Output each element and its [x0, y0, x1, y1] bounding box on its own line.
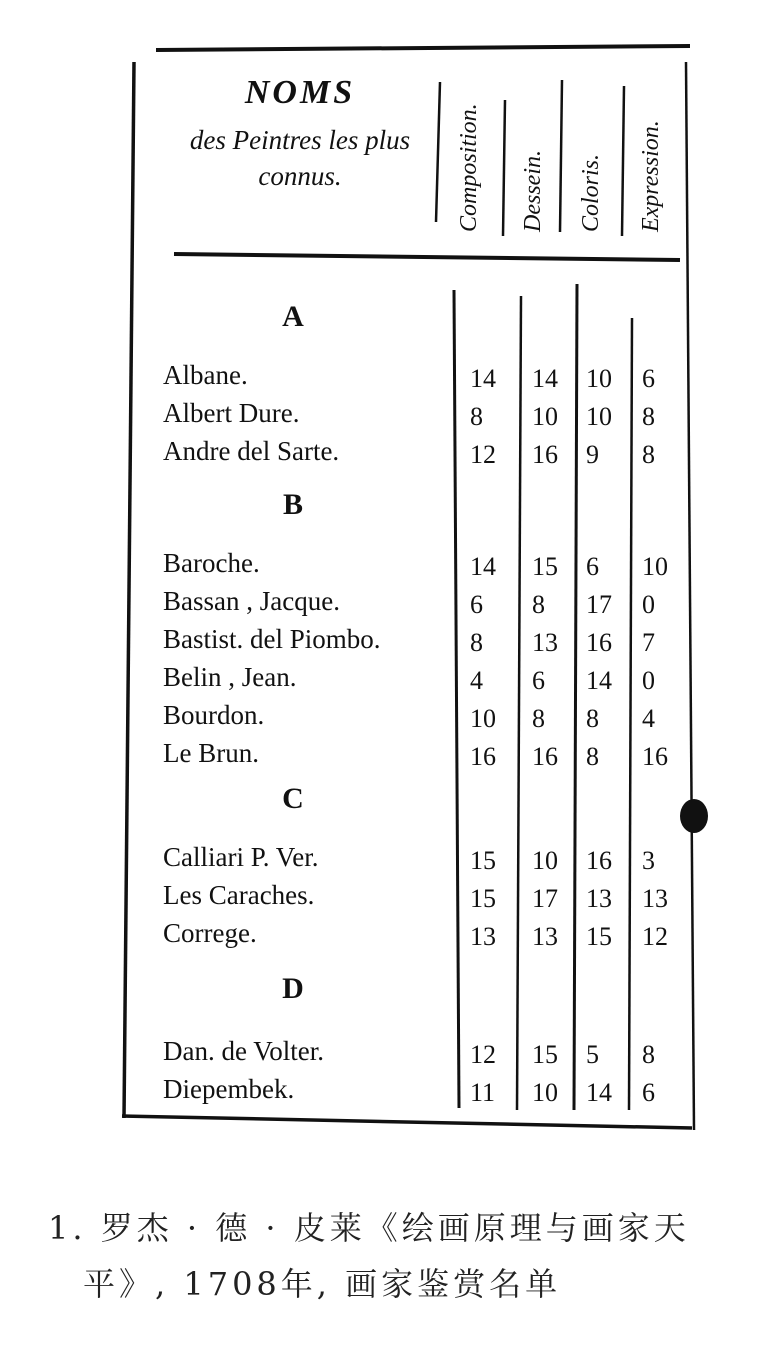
score-cell: 14 — [470, 552, 496, 581]
score-cell: 15 — [470, 846, 496, 875]
score-cell: 9 — [586, 440, 599, 469]
caption-line2: 平》, 1708年, 画家鉴赏名单 — [83, 1265, 562, 1303]
ink-blot — [680, 799, 708, 833]
header-underline — [174, 254, 680, 260]
painter-name: Albert Dure. — [163, 398, 300, 428]
score-cell: 12 — [642, 922, 668, 951]
painter-name: Les Caraches. — [163, 880, 315, 910]
score-cell: 12 — [470, 440, 496, 469]
caption-line1: 1. 罗杰 · 德 · 皮莱《绘画原理与画家天 — [48, 1209, 690, 1247]
score-cell: 6 — [642, 364, 655, 393]
score-cell: 13 — [586, 884, 612, 913]
score-cell: 12 — [470, 1040, 496, 1069]
score-cell: 6 — [532, 666, 545, 695]
score-cell: 10 — [532, 1078, 558, 1107]
score-cell: 8 — [586, 742, 599, 771]
score-cell: 14 — [532, 364, 558, 393]
score-cell: 5 — [586, 1040, 599, 1069]
score-cell: 8 — [642, 402, 655, 431]
score-cell: 16 — [586, 628, 612, 657]
score-cell: 10 — [532, 846, 558, 875]
header-subtitle-line1: des Peintres les plus — [189, 125, 411, 155]
score-cell: 16 — [532, 742, 558, 771]
painter-name: Bastist. del Piombo. — [163, 624, 381, 654]
body-divider-4 — [629, 318, 632, 1110]
score-cell: 15 — [470, 884, 496, 913]
score-cell: 6 — [470, 590, 483, 619]
score-cell: 10 — [586, 364, 612, 393]
section-letter: C — [282, 782, 304, 815]
score-cell: 14 — [586, 666, 612, 695]
colhead-dessein: Dessein. — [520, 150, 546, 232]
painter-name: Calliari P. Ver. — [163, 842, 319, 872]
score-cell: 10 — [642, 552, 668, 581]
score-cell: 0 — [642, 590, 655, 619]
score-cell: 13 — [532, 922, 558, 951]
painter-name: Albane. — [163, 360, 248, 390]
score-cell: 14 — [470, 364, 496, 393]
score-cell: 15 — [532, 1040, 558, 1069]
colhead-coloris: Coloris. — [578, 153, 604, 232]
painter-name: Correge. — [163, 918, 257, 948]
score-cell: 4 — [470, 666, 483, 695]
frame-right-rule — [686, 62, 694, 1130]
painter-name: Le Brun. — [163, 738, 259, 768]
score-cell: 8 — [642, 1040, 655, 1069]
score-cell: 10 — [586, 402, 612, 431]
score-cell: 6 — [642, 1078, 655, 1107]
painter-name: Belin , Jean. — [163, 662, 297, 692]
score-cell: 8 — [532, 590, 545, 619]
score-cell: 8 — [532, 704, 545, 733]
score-cell: 17 — [586, 590, 612, 619]
header-title: NOMS — [244, 74, 356, 111]
score-cell: 16 — [586, 846, 612, 875]
score-cell: 8 — [470, 628, 483, 657]
score-cell: 7 — [642, 628, 655, 657]
painter-name: Diepembek. — [163, 1074, 295, 1104]
colhead-expression: Expression. — [638, 120, 664, 232]
score-cell: 17 — [532, 884, 558, 913]
section-letter: B — [282, 488, 303, 521]
score-cell: 0 — [642, 666, 655, 695]
score-cell: 13 — [642, 884, 668, 913]
section-letter: A — [282, 300, 304, 333]
body-divider-1 — [454, 290, 459, 1108]
score-cell: 11 — [470, 1078, 496, 1107]
body-divider-3 — [574, 284, 577, 1110]
score-cell: 16 — [470, 742, 496, 771]
painter-name: Baroche. — [163, 548, 260, 578]
score-cell: 15 — [586, 922, 612, 951]
body-divider-2 — [517, 296, 521, 1110]
frame-top-rule — [156, 46, 690, 50]
score-cell: 13 — [532, 628, 558, 657]
header-subtitle-line2: connus. — [258, 161, 342, 191]
score-cell: 16 — [642, 742, 668, 771]
section-letter: D — [282, 972, 304, 1005]
score-cell: 8 — [470, 402, 483, 431]
score-cell: 8 — [642, 440, 655, 469]
figure-caption — [48, 1200, 690, 1312]
score-cell: 13 — [470, 922, 496, 951]
painter-name: Bassan , Jacque. — [163, 586, 340, 616]
header-divider-3 — [560, 80, 562, 232]
score-cell: 3 — [642, 846, 655, 875]
score-cell: 16 — [532, 440, 558, 469]
header-divider-2 — [503, 100, 505, 236]
header-subtitle — [150, 122, 450, 194]
score-cell: 8 — [586, 704, 599, 733]
painter-name: Dan. de Volter. — [163, 1036, 324, 1066]
score-cell: 4 — [642, 704, 655, 733]
score-cell: 10 — [470, 704, 496, 733]
painter-name: Andre del Sarte. — [163, 436, 340, 466]
score-cell: 15 — [532, 552, 558, 581]
score-cell: 14 — [586, 1078, 612, 1107]
painter-name: Bourdon. — [163, 700, 265, 730]
colhead-composition: Composition. — [456, 103, 482, 232]
score-cell: 6 — [586, 552, 599, 581]
frame-bottom-rule — [122, 1116, 692, 1128]
header-divider-4 — [622, 86, 624, 236]
frame-left-rule — [124, 62, 134, 1118]
score-cell: 10 — [532, 402, 558, 431]
